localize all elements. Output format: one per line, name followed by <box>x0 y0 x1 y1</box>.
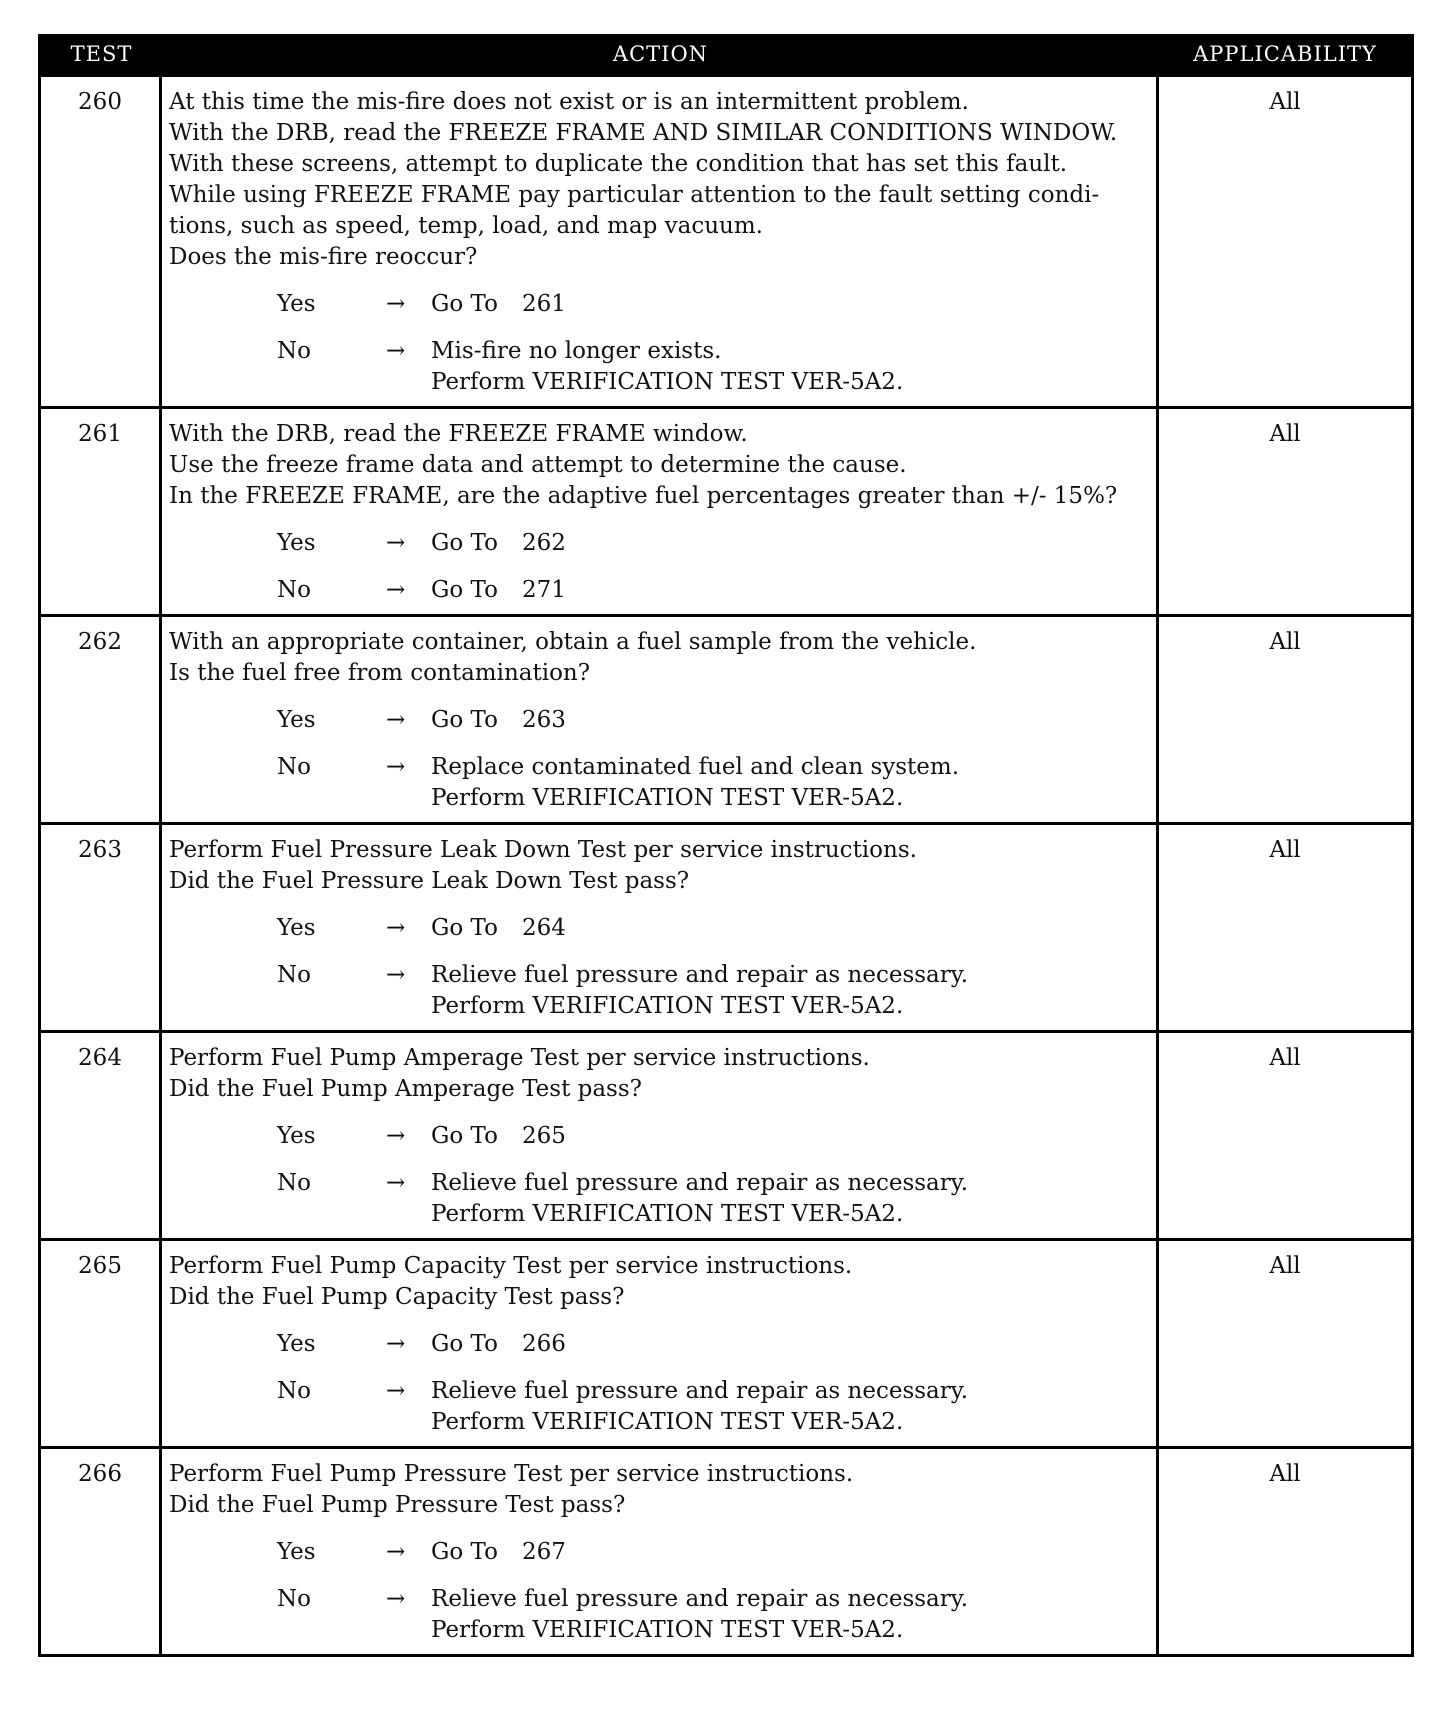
arrow-icon: → <box>386 1539 406 1565</box>
action-cell <box>162 617 1159 822</box>
action-line: In the FREEZE FRAME, are the adaptive fuel percentages greater than +/- 15%? <box>169 483 1118 509</box>
no-result-line: Perform VERIFICATION TEST VER-5A2. <box>431 785 904 811</box>
diagnostic-test-table <box>38 34 1414 1657</box>
no-label: No <box>277 962 311 988</box>
goto-label: Go To <box>431 1123 498 1149</box>
yes-label: Yes <box>277 530 316 556</box>
no-branch <box>169 960 1148 1022</box>
test-number: 261 <box>41 409 162 614</box>
test-number: 265 <box>41 1241 162 1446</box>
test-number: 260 <box>41 77 162 406</box>
action-line: Use the freeze frame data and attempt to determine the cause. <box>169 452 907 478</box>
goto-number: 262 <box>521 530 566 556</box>
applicability-cell: All <box>1269 421 1301 447</box>
arrow-icon: → <box>386 1123 406 1149</box>
action-line: Perform Fuel Pressure Leak Down Test per service instructions. <box>169 837 917 863</box>
arrow-icon: → <box>386 530 406 556</box>
action-line: At this time the mis-fire does not exist or is an intermittent problem. <box>169 89 969 115</box>
arrow-icon: → <box>386 577 406 603</box>
no-branch <box>169 336 1148 398</box>
no-label: No <box>277 1378 311 1404</box>
no-label: No <box>277 338 311 364</box>
applicability-cell: All <box>1269 1253 1301 1279</box>
action-line: With these screens, attempt to duplicate the condition that has set this fault. <box>169 151 1068 177</box>
action-line: tions, such as speed, temp, load, and map vacuum. <box>169 213 763 239</box>
arrow-icon: → <box>386 962 406 988</box>
action-line: Does the mis-fire reoccur? <box>169 244 478 270</box>
goto-number: 265 <box>521 1123 566 1149</box>
arrow-icon: → <box>386 1378 406 1404</box>
goto-label: Go To <box>431 915 498 941</box>
table-row <box>41 1446 1411 1654</box>
table-row <box>41 1238 1411 1446</box>
action-line: Perform Fuel Pump Capacity Test per service instructions. <box>169 1253 853 1279</box>
yes-label: Yes <box>277 1539 316 1565</box>
yes-branch <box>169 289 1148 320</box>
action-cell <box>162 1449 1159 1654</box>
action-line: Perform Fuel Pump Pressure Test per service instructions. <box>169 1461 854 1487</box>
no-result-line: Relieve fuel pressure and repair as necessary. <box>431 1378 969 1404</box>
no-result-line: Relieve fuel pressure and repair as necessary. <box>431 1170 969 1196</box>
action-line: Perform Fuel Pump Amperage Test per service instructions. <box>169 1045 870 1071</box>
action-line: Did the Fuel Pump Amperage Test pass? <box>169 1076 642 1102</box>
arrow-icon: → <box>386 338 406 364</box>
yes-label: Yes <box>277 291 316 317</box>
applicability-cell: All <box>1269 1461 1301 1487</box>
test-number: 266 <box>41 1449 162 1654</box>
no-branch <box>169 1376 1148 1438</box>
goto-label: Go To <box>431 577 498 603</box>
action-line: Did the Fuel Pressure Leak Down Test pass? <box>169 868 690 894</box>
yes-branch <box>169 913 1148 944</box>
arrow-icon: → <box>386 1331 406 1357</box>
yes-branch <box>169 1121 1148 1152</box>
yes-branch <box>169 705 1148 736</box>
table-row <box>41 406 1411 614</box>
no-label: No <box>277 1586 311 1612</box>
no-branch <box>169 1584 1148 1646</box>
applicability-cell: All <box>1269 629 1301 655</box>
table-row <box>41 1030 1411 1238</box>
yes-branch <box>169 1537 1148 1568</box>
action-line: Is the fuel free from contamination? <box>169 660 591 686</box>
arrow-icon: → <box>386 291 406 317</box>
test-number: 262 <box>41 617 162 822</box>
no-result-line: Perform VERIFICATION TEST VER-5A2. <box>431 1201 904 1227</box>
action-cell <box>162 1241 1159 1446</box>
action-line: With an appropriate container, obtain a fuel sample from the vehicle. <box>169 629 977 655</box>
goto-number: 264 <box>521 915 566 941</box>
yes-label: Yes <box>277 1123 316 1149</box>
yes-branch <box>169 528 1148 559</box>
no-label: No <box>277 1170 311 1196</box>
action-cell <box>162 1033 1159 1238</box>
arrow-icon: → <box>386 1170 406 1196</box>
no-result-line: Relieve fuel pressure and repair as necessary. <box>431 962 969 988</box>
no-branch <box>169 752 1148 814</box>
header-applicability: APPLICABILITY <box>1193 42 1377 66</box>
no-result-line: Replace contaminated fuel and clean system. <box>431 754 960 780</box>
arrow-icon: → <box>386 754 406 780</box>
header-action: ACTION <box>612 42 709 66</box>
goto-label: Go To <box>431 707 498 733</box>
goto-label: Go To <box>431 530 498 556</box>
no-result-line: Perform VERIFICATION TEST VER-5A2. <box>431 993 904 1019</box>
no-result-line: Perform VERIFICATION TEST VER-5A2. <box>431 369 904 395</box>
applicability-cell: All <box>1269 89 1301 115</box>
no-label: No <box>277 577 311 603</box>
no-result-line: Perform VERIFICATION TEST VER-5A2. <box>431 1617 904 1643</box>
table-row <box>41 822 1411 1030</box>
applicability-cell: All <box>1269 837 1301 863</box>
no-branch <box>169 1168 1148 1230</box>
goto-number: 261 <box>521 291 566 317</box>
goto-label: Go To <box>431 1331 498 1357</box>
no-result-line: Perform VERIFICATION TEST VER-5A2. <box>431 1409 904 1435</box>
action-line: Did the Fuel Pump Capacity Test pass? <box>169 1284 625 1310</box>
no-label: No <box>277 754 311 780</box>
test-number: 263 <box>41 825 162 1030</box>
yes-label: Yes <box>277 707 316 733</box>
test-number: 264 <box>41 1033 162 1238</box>
action-cell <box>162 77 1159 406</box>
action-cell <box>162 825 1159 1030</box>
goto-number: 271 <box>521 577 566 603</box>
yes-label: Yes <box>277 1331 316 1357</box>
arrow-icon: → <box>386 1586 406 1612</box>
action-cell <box>162 409 1159 614</box>
yes-label: Yes <box>277 915 316 941</box>
arrow-icon: → <box>386 915 406 941</box>
table-row <box>41 614 1411 822</box>
arrow-icon: → <box>386 707 406 733</box>
no-result-line: Mis-fire no longer exists. <box>431 338 722 364</box>
action-line: With the DRB, read the FREEZE FRAME window. <box>169 421 748 447</box>
table-row <box>41 74 1411 406</box>
header-test: TEST <box>70 42 133 66</box>
goto-number: 267 <box>521 1539 566 1565</box>
applicability-cell: All <box>1269 1045 1301 1071</box>
action-line: With the DRB, read the FREEZE FRAME AND SIMILAR CONDITIONS WINDOW. <box>169 120 1118 146</box>
no-branch <box>169 575 1148 606</box>
action-line: While using FREEZE FRAME pay particular attention to the fault setting condi- <box>169 182 1100 208</box>
no-result-line: Relieve fuel pressure and repair as necessary. <box>431 1586 969 1612</box>
goto-label: Go To <box>431 291 498 317</box>
goto-number: 263 <box>521 707 566 733</box>
goto-number: 266 <box>521 1331 566 1357</box>
yes-branch <box>169 1329 1148 1360</box>
table-header <box>41 34 1411 74</box>
action-line: Did the Fuel Pump Pressure Test pass? <box>169 1492 626 1518</box>
goto-label: Go To <box>431 1539 498 1565</box>
